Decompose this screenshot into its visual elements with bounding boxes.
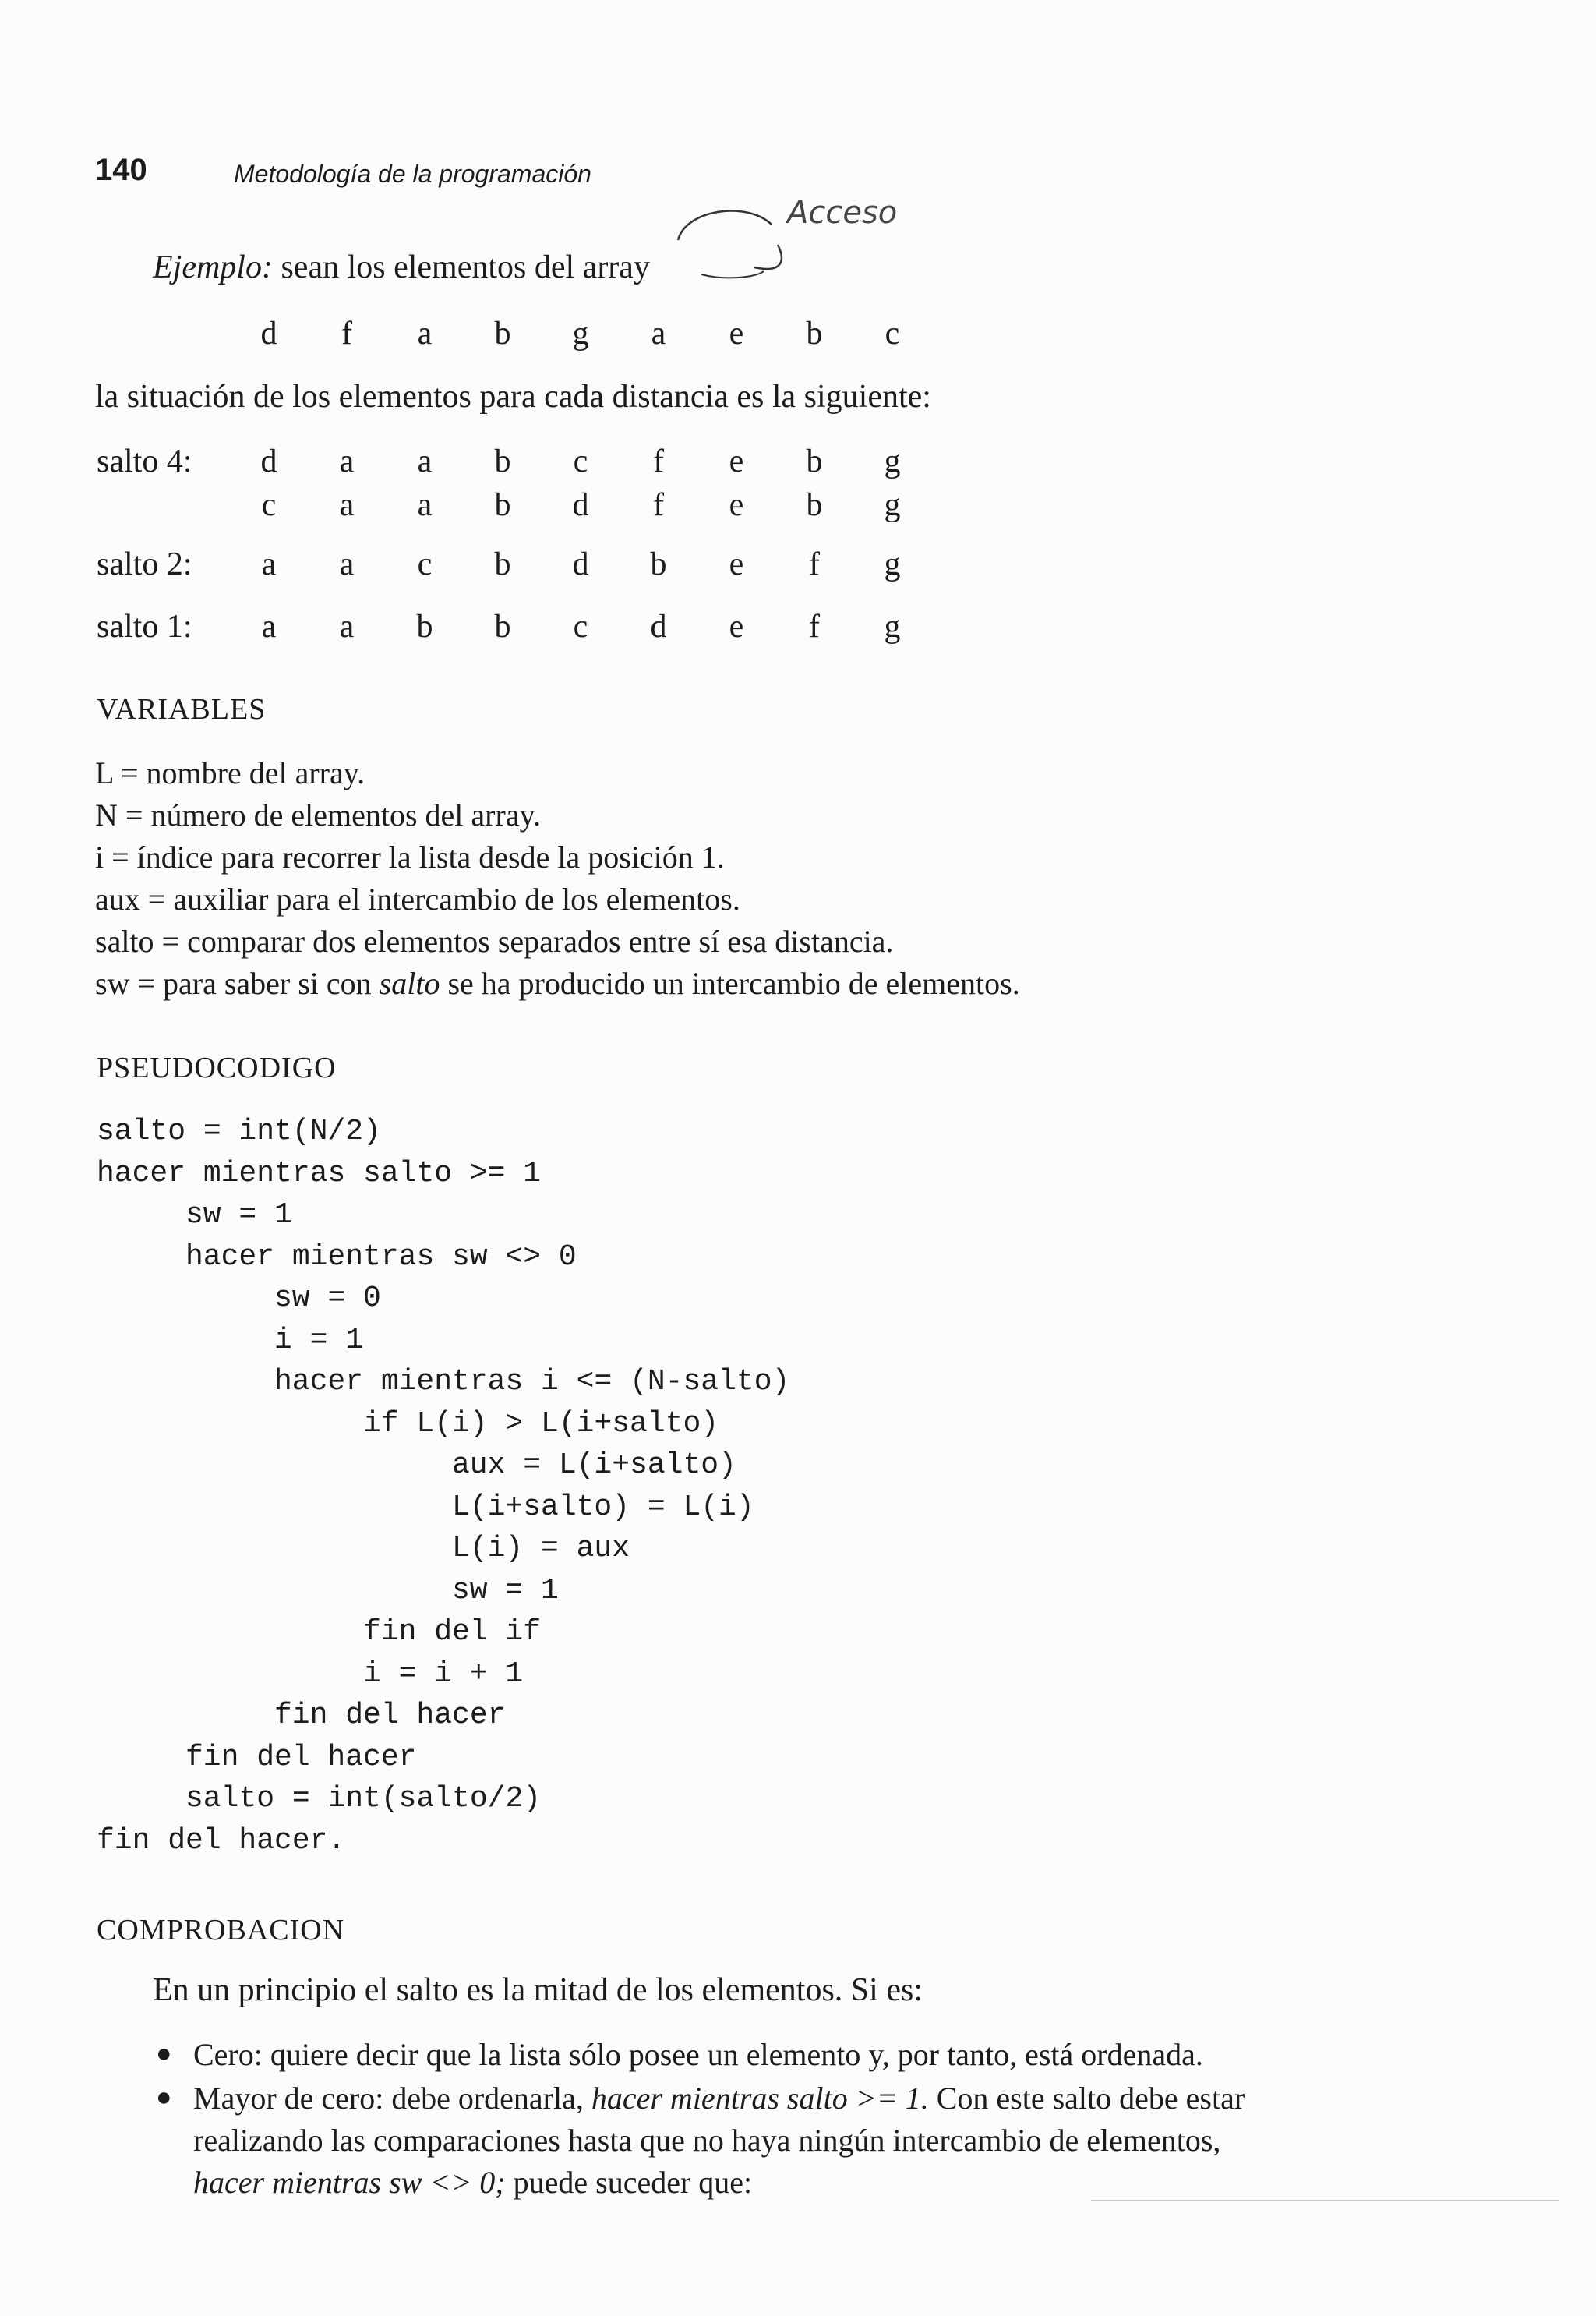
array-element: g (884, 546, 901, 582)
bullet-dot: ● (156, 2083, 172, 2112)
array-element: a (417, 316, 433, 352)
array-element: e (729, 609, 744, 645)
variable-line-sw (95, 965, 1020, 1002)
pseudocode-line: fin del hacer (274, 1699, 506, 1732)
array-element: b (494, 316, 511, 352)
pseudocode-line: aux = L(i+salto) (452, 1448, 736, 1482)
bullet-dot: ● (156, 2039, 172, 2068)
array-element: e (729, 546, 744, 582)
array-element: d (260, 316, 277, 352)
variable-sw-text: sw = para saber si con (95, 966, 380, 1001)
pseudocode-line: L(i) = aux (452, 1532, 630, 1565)
pseudocode-line: L(i+salto) = L(i) (452, 1490, 754, 1524)
variable-line: aux = auxiliar para el intercambio de los elementos. (95, 882, 740, 917)
example-text: sean los elementos del array (272, 249, 650, 285)
array-element: a (417, 444, 433, 479)
book-title: Metodología de la programación (234, 160, 591, 188)
array-element: c (417, 546, 433, 582)
initial-array-row (0, 315, 1596, 354)
step-label: salto 1: (97, 609, 192, 645)
page-number: 140 (95, 153, 147, 187)
array-element: g (884, 444, 901, 479)
bullet2-italic-2: hacer mientras sw <> 0; (193, 2165, 506, 2200)
array-element: g (884, 487, 901, 523)
array-element: c (573, 444, 588, 479)
array-element: e (729, 316, 744, 352)
situation-text: la situación de los elementos para cada distancia es la siguiente: (95, 379, 931, 415)
array-element: b (494, 444, 511, 479)
array-element: a (339, 487, 355, 523)
bullet2-italic-1: hacer mientras salto >= 1. (591, 2081, 929, 2116)
array-element: a (339, 609, 355, 645)
array-element: b (494, 546, 511, 582)
pseudocode-heading: PSEUDOCODIGO (97, 1052, 337, 1084)
array-element: d (650, 609, 667, 645)
variable-line: i = índice para recorrer la lista desde la posición 1. (95, 840, 725, 875)
array-element: g (884, 609, 901, 645)
array-element: b (806, 487, 823, 523)
pseudocode-line: sw = 0 (274, 1282, 381, 1315)
step-label: salto 2: (97, 546, 192, 582)
pseudocode-line: fin del hacer. (97, 1823, 346, 1858)
bullet2-text-a: Mayor de cero: debe ordenarla, (193, 2081, 591, 2116)
array-element: b (494, 609, 511, 645)
variables-heading: VARIABLES (97, 693, 267, 726)
array-element: a (651, 316, 666, 352)
pseudocode-line: fin del hacer (185, 1740, 417, 1774)
array-element: f (653, 487, 664, 523)
pseudocode-line: hacer mientras salto >= 1 (97, 1156, 542, 1190)
array-element: a (261, 546, 277, 582)
pseudocode-line: fin del if (363, 1615, 542, 1649)
array-element: f (653, 444, 664, 479)
array-element: d (572, 546, 589, 582)
pseudocode-line: salto = int(N/2) (97, 1115, 381, 1148)
bullet-text-2-line3 (193, 2164, 752, 2201)
array-element: f (809, 609, 820, 645)
array-element: b (416, 609, 433, 645)
scan-artifact-line (1091, 2200, 1559, 2201)
example-line (153, 251, 650, 284)
pseudocode-line: i = 1 (274, 1323, 364, 1357)
variable-line: N = número de elementos del array. (95, 797, 541, 833)
pseudocode-line: if L(i) > L(i+salto) (363, 1406, 719, 1441)
pseudocode-line: i = i + 1 (363, 1657, 524, 1691)
pseudocode-line: hacer mientras i <= (N-salto) (274, 1365, 790, 1398)
array-element: b (494, 487, 511, 523)
array-element: a (339, 444, 355, 479)
array-element: e (729, 444, 744, 479)
step-row (0, 608, 1596, 647)
array-element: c (573, 609, 588, 645)
bullet-text-2-line1 (193, 2080, 1245, 2116)
array-element: a (417, 487, 433, 523)
step-row (0, 546, 1596, 585)
check-intro: En un principio el salto es la mitad de los elementos. Si es: (153, 1972, 923, 2008)
handwritten-note: Acceso (787, 195, 898, 231)
array-element: b (650, 546, 667, 582)
array-element: c (261, 487, 277, 523)
array-element: e (729, 487, 744, 523)
example-label: Ejemplo: (153, 249, 273, 285)
variable-sw-italic: salto (379, 966, 440, 1001)
array-element: a (339, 546, 355, 582)
array-element: b (806, 316, 823, 352)
array-element: d (260, 444, 277, 479)
variable-line: L = nombre del array. (95, 755, 365, 790)
pseudocode-line: hacer mientras sw <> 0 (185, 1239, 577, 1274)
step-row (0, 486, 1596, 525)
array-element: a (261, 609, 277, 645)
pseudocode-line: salto = int(salto/2) (185, 1782, 542, 1816)
bullet2-text-b: Con este salto debe estar (928, 2081, 1245, 2116)
step-label: salto 4: (97, 444, 192, 479)
array-element: c (885, 316, 900, 352)
pseudocode-line: sw = 1 (452, 1573, 559, 1607)
bullet2-tail: puede suceder que: (505, 2165, 753, 2200)
bullet-text-2-line2: realizando las comparaciones hasta que no haya ningún intercambio de elementos, (193, 2123, 1221, 2158)
array-element: b (806, 444, 823, 479)
array-element: f (809, 546, 820, 582)
array-element: g (572, 316, 589, 352)
check-heading: COMPROBACION (97, 1914, 345, 1947)
pseudocode-line: sw = 1 (185, 1198, 292, 1232)
step-row (0, 443, 1596, 482)
array-element: f (341, 316, 352, 352)
variable-line: salto = comparar dos elementos separados entre sí esa distancia. (95, 924, 894, 959)
array-element: d (572, 487, 589, 523)
variable-sw-tail: se ha producido un intercambio de elementos. (440, 966, 1020, 1001)
bullet-text-1: Cero: quiere decir que la lista sólo posee un elemento y, por tanto, está ordenada. (193, 2037, 1203, 2072)
